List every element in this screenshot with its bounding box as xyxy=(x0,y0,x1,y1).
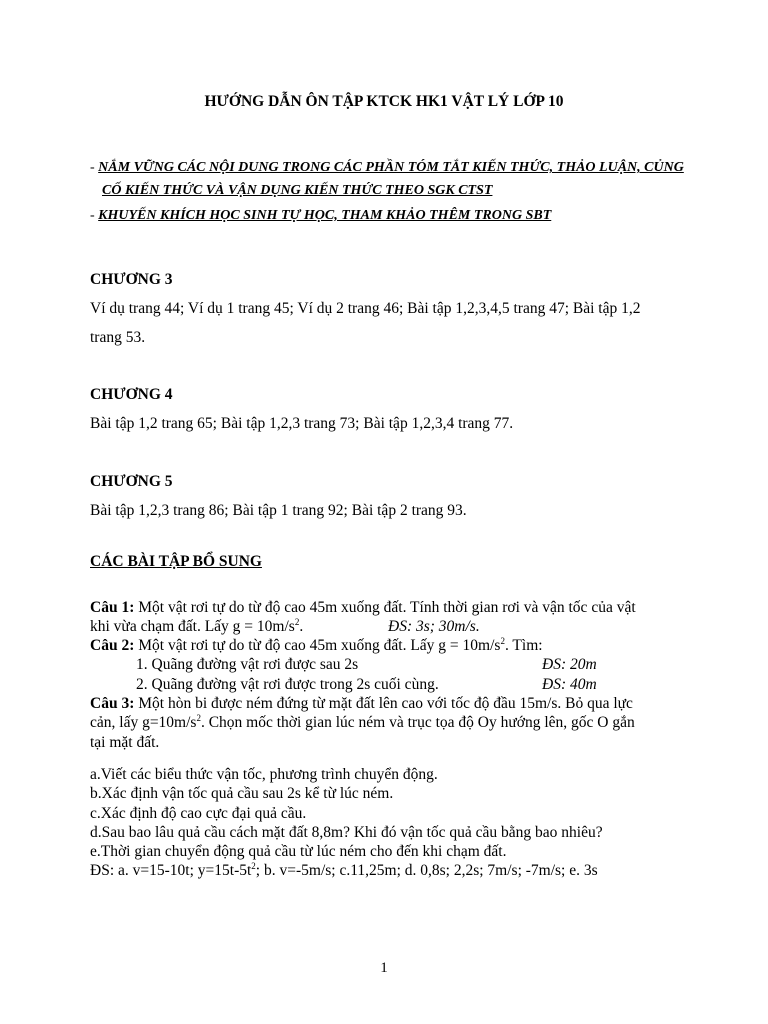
superscript: 2 xyxy=(294,616,300,627)
chapter-3-line-1: Ví dụ trang 44; Ví dụ 1 trang 45; Ví dụ 2 trang 46; Bài tập 1,2,3,4,5 trang 47; Bài tập 1,2 xyxy=(90,300,641,317)
question-2-answer-2: ĐS: 40m xyxy=(542,676,597,693)
question-3-text-cont-2: . Chọn mốc thời gian lúc ném và trục tọa độ Oy hướng lên, gốc O gắn xyxy=(200,714,635,731)
chapter-4-heading: CHƯƠNG 4 xyxy=(90,386,173,403)
question-3-answers xyxy=(90,862,598,880)
note-dash: - xyxy=(90,208,99,223)
note-2 xyxy=(90,208,551,224)
question-3-line-3: tại mặt đất. xyxy=(90,734,160,751)
question-1-answer: ĐS: 3s; 30m/s. xyxy=(388,618,480,635)
chapter-4-line-1: Bài tập 1,2 trang 65; Bài tập 1,2,3 trang 73; Bài tập 1,2,3,4 trang 77. xyxy=(90,415,514,432)
question-1-text: Một vật rơi tự do từ độ cao 45m xuống đất. Tính thời gian rơi và vận tốc của vật xyxy=(134,599,636,616)
chapter-5-heading: CHƯƠNG 5 xyxy=(90,473,173,490)
answer-a: ĐS: a. v=15-10t; y=15t-5t xyxy=(90,862,252,879)
question-3-part-a: a.Viết các biểu thức vận tốc, phương trình chuyển động. xyxy=(90,766,438,783)
question-3-part-d: d.Sau bao lâu quả cầu cách mặt đất 8,8m? Khi đó vận tốc quả cầu bằng bao nhiêu? xyxy=(90,824,603,841)
question-1-line-2 xyxy=(90,618,303,636)
page-number: 1 xyxy=(380,960,388,976)
question-3-part-e: e.Thời gian chuyển động quả cầu từ lúc ném cho đến khi chạm đất. xyxy=(90,843,507,860)
question-1-line-1 xyxy=(90,599,636,617)
question-2-label: Câu 2: xyxy=(90,637,135,654)
question-3-line-2 xyxy=(90,714,635,732)
section-heading: CÁC BÀI TẬP BỔ SUNG xyxy=(90,553,262,570)
document-title: HƯỚNG DẪN ÔN TẬP KTCK HK1 VẬT LÝ LỚP 10 xyxy=(204,93,564,110)
chapter-5-line-1: Bài tập 1,2,3 trang 86; Bài tập 1 trang 92; Bài tập 2 trang 93. xyxy=(90,502,467,519)
question-3-line-1 xyxy=(90,695,633,713)
question-3-part-c: c.Xác định độ cao cực đại quả cầu. xyxy=(90,805,307,822)
question-2-answer-1: ĐS: 20m xyxy=(542,656,597,673)
note-1-line-1 xyxy=(90,160,684,176)
note-2-text: KHUYẾN KHÍCH HỌC SINH TỰ HỌC, THAM KHẢO THÊM TRONG SBT xyxy=(98,208,552,223)
question-2-item-1: 1. Quãng đường vật rơi được sau 2s xyxy=(136,656,359,673)
question-3-text: Một hòn bi được ném đứng từ mặt đất lên cao với tốc độ đầu 15m/s. Bỏ qua lực xyxy=(134,695,633,712)
question-2-line-1 xyxy=(90,637,543,655)
superscript: 2 xyxy=(251,860,256,871)
question-2-text-end: . Tìm: xyxy=(504,637,543,654)
question-1-label: Câu 1: xyxy=(90,599,135,616)
chapter-3-heading: CHƯƠNG 3 xyxy=(90,271,173,288)
superscript: 2 xyxy=(500,635,505,646)
note-dash: - xyxy=(90,160,99,175)
note-1-text-cont: CỐ KIẾN THỨC VÀ VẬN DỤNG KIẾN THỨC THEO SGK CTST xyxy=(102,183,493,198)
note-1-text: NẮM VỮNG CÁC NỘI DUNG TRONG CÁC PHẦN TÓM TẮT KIẾN THỨC, THẢO LUẬN, CỦNG xyxy=(98,160,684,175)
question-2-item-2: 2. Quãng đường vật rơi được trong 2s cuối cùng. xyxy=(136,676,439,693)
question-1-text-cont: khi vừa chạm đất. Lấy g = 10m/s xyxy=(90,618,295,635)
question-3-text-cont: cản, lấy g=10m/s xyxy=(90,714,197,731)
answer-rest: ; b. v=-5m/s; c.11,25m; d. 0,8s; 2,2s; 7m/s; -7m/s; e. 3s xyxy=(255,862,598,879)
question-3-part-b: b.Xác định vận tốc quả cầu sau 2s kể từ lúc ném. xyxy=(90,785,394,802)
chapter-3-line-2: trang 53. xyxy=(90,329,146,346)
superscript: 2 xyxy=(196,712,201,723)
note-1-line-2 xyxy=(102,183,492,199)
question-2-text: Một vật rơi tự do từ độ cao 45m xuống đất. Lấy g = 10m/s xyxy=(134,637,501,654)
punct: . xyxy=(299,618,304,635)
question-3-label: Câu 3: xyxy=(90,695,135,712)
